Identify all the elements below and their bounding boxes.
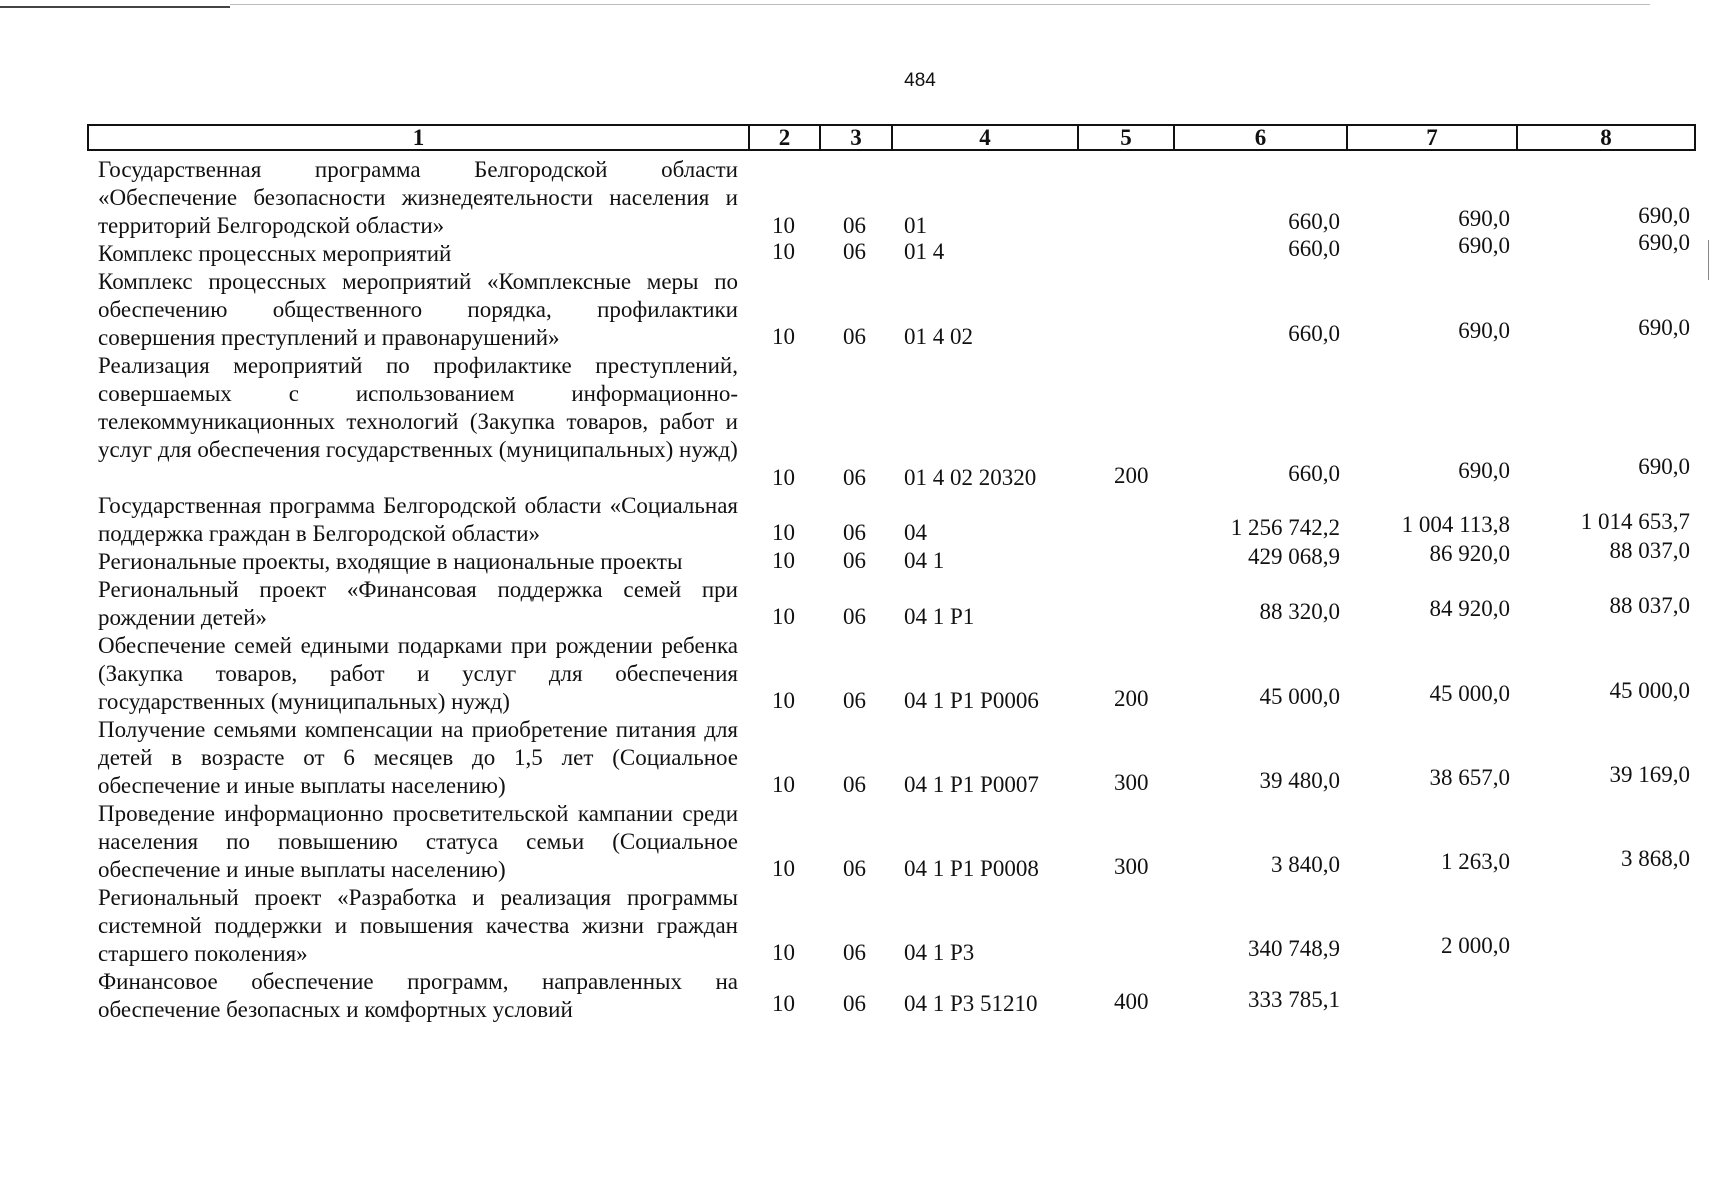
cell-col-2: 10 [772, 213, 795, 238]
cell-col-2: 10 [772, 465, 795, 490]
cell-col-5: 400 [1114, 989, 1149, 1014]
cell-col-3: 06 [843, 324, 866, 349]
cell-col-2: 10 [772, 991, 795, 1016]
header-col-6: 6 [1173, 124, 1346, 151]
cell-col-3: 06 [843, 604, 866, 629]
cell-col-6: 1 256 742,2 [1230, 515, 1340, 540]
cell-col-4: 04 1 [904, 548, 945, 573]
cell-col-7: 690,0 [1458, 233, 1510, 258]
cell-col-3: 06 [843, 940, 866, 965]
row-description: Государственная программа Белгородской области «Обеспечение безопасности жизнедеятельности населения и территорий Белгородской области» [98, 157, 738, 238]
cell-col-4: 01 4 02 [904, 324, 973, 349]
row-description: Реализация мероприятий по профилактике преступлений, совершаемых с использованием информационно-телекоммуникационных технологий (Закупка товаров, работ и услуг для обеспечения государственных (муниципальных) нужд) [98, 353, 738, 462]
cell-col-7: 1 263,0 [1441, 849, 1510, 874]
cell-col-6: 39 480,0 [1259, 768, 1340, 793]
cell-col-2: 10 [772, 772, 795, 797]
cell-col-6: 660,0 [1288, 321, 1340, 346]
cell-col-3: 06 [843, 991, 866, 1016]
cell-col-4: 04 [904, 520, 927, 545]
cell-col-7: 86 920,0 [1429, 541, 1510, 566]
cell-col-2: 10 [772, 856, 795, 881]
row-description: Финансовое обеспечение программ, направленных на обеспечение безопасных и комфортных условий [98, 969, 738, 1022]
header-col-2: 2 [748, 124, 819, 151]
cell-col-7: 1 004 113,8 [1401, 512, 1510, 537]
cell-col-4: 04 1 Р3 51210 [904, 991, 1038, 1016]
cell-col-5: 300 [1114, 770, 1149, 795]
cell-col-3: 06 [843, 772, 866, 797]
cell-col-8: 45 000,0 [1609, 678, 1690, 703]
cell-col-3: 06 [843, 239, 866, 264]
header-col-4: 4 [891, 124, 1077, 151]
cell-col-7: 84 920,0 [1429, 596, 1510, 621]
cell-col-6: 340 748,9 [1248, 936, 1340, 961]
scan-edge-mark [1708, 240, 1709, 280]
cell-col-3: 06 [843, 856, 866, 881]
cell-col-4: 01 4 02 20320 [904, 465, 1037, 490]
cell-col-4: 01 [904, 213, 927, 238]
cell-col-2: 10 [772, 548, 795, 573]
cell-col-7: 690,0 [1458, 206, 1510, 231]
cell-col-8: 39 169,0 [1609, 762, 1690, 787]
header-col-7: 7 [1346, 124, 1516, 151]
cell-col-3: 06 [843, 548, 866, 573]
cell-col-4: 04 1 Р1 [904, 604, 975, 629]
cell-col-6: 660,0 [1288, 209, 1340, 234]
cell-col-4: 04 1 Р1 Р0008 [904, 856, 1039, 881]
cell-col-2: 10 [772, 604, 795, 629]
row-description: Государственная программа Белгородской области «Социальная поддержка граждан в Белгородской области» [98, 493, 738, 546]
cell-col-8: 1 014 653,7 [1580, 509, 1690, 534]
row-description: Получение семьями компенсации на приобретение питания для детей в возрасте от 6 месяцев до 1,5 лет (Социальное обеспечение и иные выплаты населению) [98, 717, 738, 798]
cell-col-5: 300 [1114, 854, 1149, 879]
cell-col-6: 3 840,0 [1271, 852, 1340, 877]
cell-col-8: 690,0 [1638, 315, 1690, 340]
cell-col-5: 200 [1114, 686, 1149, 711]
cell-col-7: 2 000,0 [1441, 933, 1510, 958]
cell-col-8: 690,0 [1638, 230, 1690, 255]
row-description: Региональные проекты, входящие в национальные проекты [98, 549, 683, 574]
cell-col-3: 06 [843, 213, 866, 238]
cell-col-6: 660,0 [1288, 461, 1340, 486]
cell-col-4: 04 1 Р1 Р0006 [904, 688, 1039, 713]
cell-col-5: 200 [1114, 463, 1149, 488]
cell-col-2: 10 [772, 239, 795, 264]
cell-col-6: 45 000,0 [1259, 684, 1340, 709]
header-col-5: 5 [1077, 124, 1173, 151]
header-col-8: 8 [1516, 124, 1696, 151]
cell-col-8: 690,0 [1638, 454, 1690, 479]
row-description: Региональный проект «Разработка и реализация программы системной поддержки и повышения качества жизни граждан старшего поколения» [98, 885, 738, 966]
row-description: Региональный проект «Финансовая поддержка семей при рождении детей» [98, 577, 738, 630]
cell-col-6: 660,0 [1288, 236, 1340, 261]
cell-col-4: 04 1 Р3 [904, 940, 975, 965]
cell-col-7: 690,0 [1458, 318, 1510, 343]
cell-col-2: 10 [772, 940, 795, 965]
cell-col-2: 10 [772, 324, 795, 349]
cell-col-3: 06 [843, 520, 866, 545]
header-col-1: 1 [87, 124, 748, 151]
header-col-3: 3 [819, 124, 891, 151]
cell-col-4: 04 1 Р1 Р0007 [904, 772, 1039, 797]
cell-col-7: 690,0 [1458, 458, 1510, 483]
cell-col-3: 06 [843, 688, 866, 713]
cell-col-2: 10 [772, 520, 795, 545]
row-description: Обеспечение семей едиными подарками при рождении ребенка (Закупка товаров, работ и услуг для обеспечения государственных (муниципальных) нужд) [98, 633, 738, 714]
cell-col-6: 429 068,9 [1248, 544, 1340, 569]
row-description: Комплекс процессных мероприятий «Комплексные меры по обеспечению общественного порядка, профилактики совершения преступлений и правонарушений» [98, 269, 738, 350]
cell-col-6: 333 785,1 [1248, 987, 1340, 1012]
cell-col-7: 38 657,0 [1429, 765, 1510, 790]
cell-col-4: 01 4 [904, 239, 945, 264]
cell-col-8: 3 868,0 [1621, 846, 1690, 871]
row-description: Комплекс процессных мероприятий [98, 241, 452, 266]
cell-col-8: 88 037,0 [1609, 593, 1690, 618]
cell-col-7: 45 000,0 [1429, 681, 1510, 706]
cell-col-3: 06 [843, 465, 866, 490]
cell-col-8: 88 037,0 [1609, 538, 1690, 563]
cell-col-6: 88 320,0 [1259, 599, 1340, 624]
cell-col-8: 690,0 [1638, 203, 1690, 228]
row-description: Проведение информационно просветительской кампании среди населения по повышению статуса семьи (Социальное обеспечение и иные выплаты населению) [98, 801, 738, 882]
cell-col-2: 10 [772, 688, 795, 713]
page-number: 484 [904, 70, 936, 91]
